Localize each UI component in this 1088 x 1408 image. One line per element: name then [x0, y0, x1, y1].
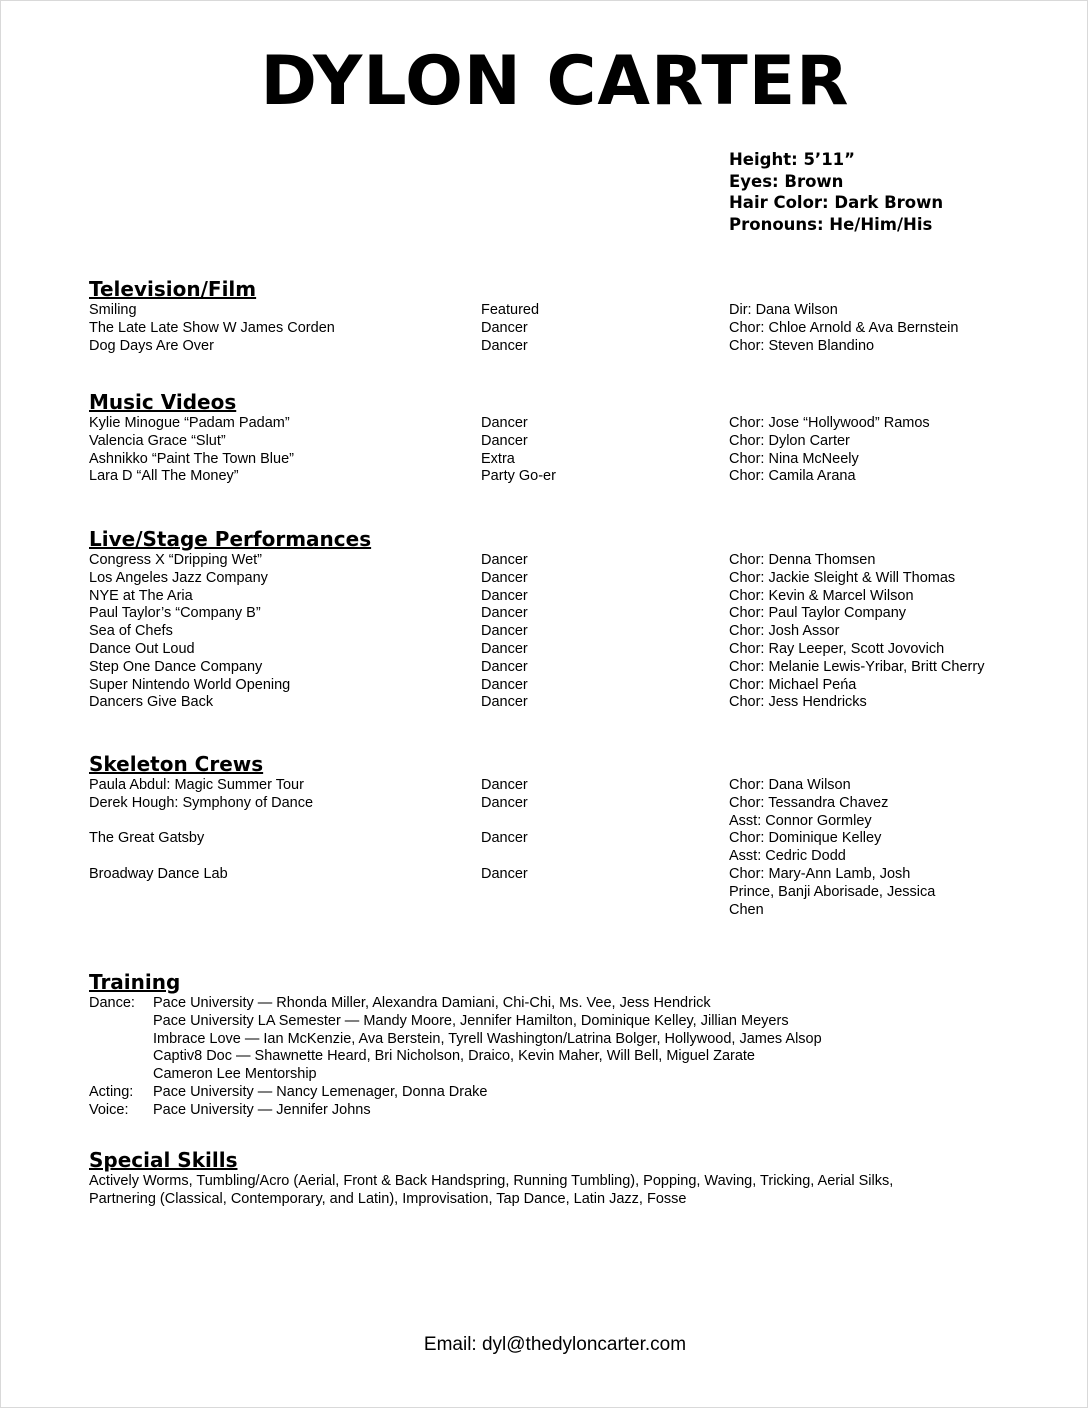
credit: Dir: Dana Wilson — [729, 302, 838, 318]
section-title: Television/Film — [89, 277, 257, 301]
assistant-credit: Asst: Cedric Dodd — [729, 848, 846, 865]
role: Party Go-er — [481, 468, 556, 485]
role: Dancer — [481, 658, 528, 675]
credit-row — [89, 451, 1049, 469]
credit: Chor: Camila Arana — [729, 468, 856, 485]
role: Dancer — [481, 676, 528, 693]
project: Derek Hough: Symphony of Dance — [89, 794, 314, 811]
credit: Chor: Mary-Ann Lamb, Josh Prince, Banji Aborisade, Jessica Chen — [729, 865, 936, 918]
section-television-film — [89, 276, 1049, 355]
training-value: Cameron Lee Mentorship — [153, 1066, 317, 1083]
role: Dancer — [481, 794, 528, 811]
credit-row — [89, 641, 1049, 659]
credit: Chor: Denna Thomsen — [729, 552, 876, 568]
credit: Chor: Dylon Carter — [729, 432, 850, 449]
credit: Chor: Dana Wilson — [729, 777, 851, 793]
credit: Chor: Nina McNeely — [729, 450, 859, 467]
project: Dance Out Loud — [89, 640, 195, 657]
section-skeleton-crews — [89, 751, 1049, 919]
project: Los Angeles Jazz Company — [89, 569, 268, 586]
credit-row — [89, 777, 1049, 795]
training-row — [89, 1066, 1049, 1084]
credit-row — [89, 694, 1049, 712]
role: Dancer — [481, 552, 528, 568]
physical-stats — [729, 149, 943, 235]
credit-row — [89, 570, 1049, 588]
project: Step One Dance Company — [89, 658, 263, 675]
credit-row — [89, 623, 1049, 641]
hair-color-stat: Hair Color: Dark Brown — [729, 193, 944, 212]
role: Extra — [481, 450, 515, 467]
credit: Chor: Jose “Hollywood” Ramos — [729, 415, 930, 431]
section-music-videos — [89, 389, 1049, 486]
credit-row — [89, 677, 1049, 695]
project: Dancers Give Back — [89, 694, 214, 711]
credit: Chor: Chloe Arnold & Ava Bernstein — [729, 319, 959, 336]
credit-row — [89, 830, 1049, 866]
section-title: Skeleton Crews — [89, 752, 264, 776]
project: Super Nintendo World Opening — [89, 676, 291, 693]
project: The Late Late Show W James Corden — [89, 319, 335, 336]
special-skills-text: Actively Worms, Tumbling/Acro (Aerial, Front & Back Handspring, Running Tumbling), Popping, Waving, Tricking, Aerial Silks, Partnering (Classical, Contemporary, and Latin), Improvisation, Tap Dance, Latin Jazz, Fosse — [89, 1173, 894, 1207]
role: Dancer — [481, 623, 528, 640]
assistant-credit: Asst: Connor Gormley — [729, 812, 872, 829]
section-live-stage — [89, 526, 1049, 712]
resume-name: DYLON CARTER — [260, 42, 850, 121]
training-row — [89, 995, 1049, 1013]
credit-row — [89, 302, 1049, 320]
credit: Chor: Melanie Lewis-Yribar, Britt Cherry — [729, 658, 985, 675]
credit: Chor: Michael Peńa — [729, 676, 857, 693]
role: Dancer — [481, 640, 528, 657]
training-value: Captiv8 Doc — Shawnette Heard, Bri Nicholson, Draico, Kevin Maher, Will Bell, Miguel Zarate — [153, 1048, 755, 1065]
project: Valencia Grace “Slut” — [89, 432, 226, 449]
project: Kylie Minogue “Padam Padam” — [89, 415, 290, 431]
role: Featured — [481, 302, 540, 318]
training-value: Pace University — Rhonda Miller, Alexandra Damiani, Chi-Chi, Ms. Vee, Jess Hendrick — [153, 995, 711, 1011]
credit: Chor: Jackie Sleight & Will Thomas — [729, 569, 956, 586]
section-title: Music Videos — [89, 390, 237, 414]
training-row — [89, 1102, 1049, 1120]
credit-row — [89, 433, 1049, 451]
credit-row — [89, 468, 1049, 486]
credit: Chor: Kevin & Marcel Wilson — [729, 587, 914, 604]
credit: Chor: Josh Assor — [729, 623, 840, 640]
training-row — [89, 1048, 1049, 1066]
training-label: Acting: — [89, 1083, 134, 1100]
credit-row — [89, 866, 1049, 919]
role: Dancer — [481, 337, 528, 354]
credit: Chor: Paul Taylor Company — [729, 605, 907, 622]
project: Congress X “Dripping Wet” — [89, 552, 262, 568]
training-label: Dance: — [89, 995, 135, 1011]
project: Sea of Chefs — [89, 623, 173, 640]
training-row — [89, 1084, 1049, 1102]
credit-row — [89, 659, 1049, 677]
role: Dancer — [481, 432, 528, 449]
section-training — [89, 969, 1049, 1120]
section-title: Live/Stage Performances — [89, 527, 372, 551]
project: NYE at The Aria — [89, 587, 193, 604]
pronouns-stat: Pronouns: He/Him/His — [729, 214, 933, 234]
project: Lara D “All The Money” — [89, 468, 239, 485]
credit-row — [89, 338, 1049, 356]
credit-row — [89, 588, 1049, 606]
role: Dancer — [481, 694, 528, 711]
role: Dancer — [481, 415, 528, 431]
section-title: Training — [89, 970, 181, 994]
training-value: Pace University — Nancy Lemenager, Donna Drake — [153, 1083, 488, 1100]
credit-row — [89, 795, 1049, 831]
training-row — [89, 1031, 1049, 1049]
project: Broadway Dance Lab — [89, 865, 228, 882]
credit-row — [89, 415, 1049, 433]
training-value: Imbrace Love — Ian McKenzie, Ava Berstein, Tyrell Washington/Latrina Bolger, Hollywood, James Alsop — [153, 1030, 822, 1047]
section-title: Special Skills — [89, 1148, 238, 1172]
role: Dancer — [481, 865, 528, 882]
role: Dancer — [481, 319, 528, 336]
role: Dancer — [481, 830, 528, 847]
role: Dancer — [481, 605, 528, 622]
project: Ashnikko “Paint The Town Blue” — [89, 450, 294, 467]
eyes-stat: Eyes: Brown — [729, 171, 844, 191]
credit: Chor: Tessandra Chavez — [729, 794, 889, 811]
section-special-skills — [89, 1147, 1049, 1209]
training-label: Voice: — [89, 1101, 129, 1118]
project: Smiling — [89, 302, 137, 318]
credit: Chor: Jess Hendricks — [729, 694, 867, 711]
role: Dancer — [481, 569, 528, 586]
role: Dancer — [481, 777, 528, 793]
credit: Chor: Steven Blandino — [729, 337, 875, 354]
project: The Great Gatsby — [89, 830, 205, 847]
project: Dog Days Are Over — [89, 337, 214, 354]
contact-email: Email: dyl@thedyloncarter.com — [423, 1334, 687, 1355]
credit-row — [89, 320, 1049, 338]
role: Dancer — [481, 587, 528, 604]
credit: Chor: Ray Leeper, Scott Jovovich — [729, 640, 945, 657]
project: Paula Abdul: Magic Summer Tour — [89, 777, 304, 793]
project: Paul Taylor’s “Company B” — [89, 605, 261, 622]
training-value: Pace University LA Semester — Mandy Moore, Jennifer Hamilton, Dominique Kelley, Jillian Meyers — [153, 1012, 789, 1029]
credit-row — [89, 552, 1049, 570]
training-row — [89, 1013, 1049, 1031]
training-value: Pace University — Jennifer Johns — [153, 1101, 371, 1118]
credit: Chor: Dominique Kelley — [729, 830, 882, 847]
height-stat: Height: 5’11” — [729, 150, 855, 169]
credit-row — [89, 605, 1049, 623]
